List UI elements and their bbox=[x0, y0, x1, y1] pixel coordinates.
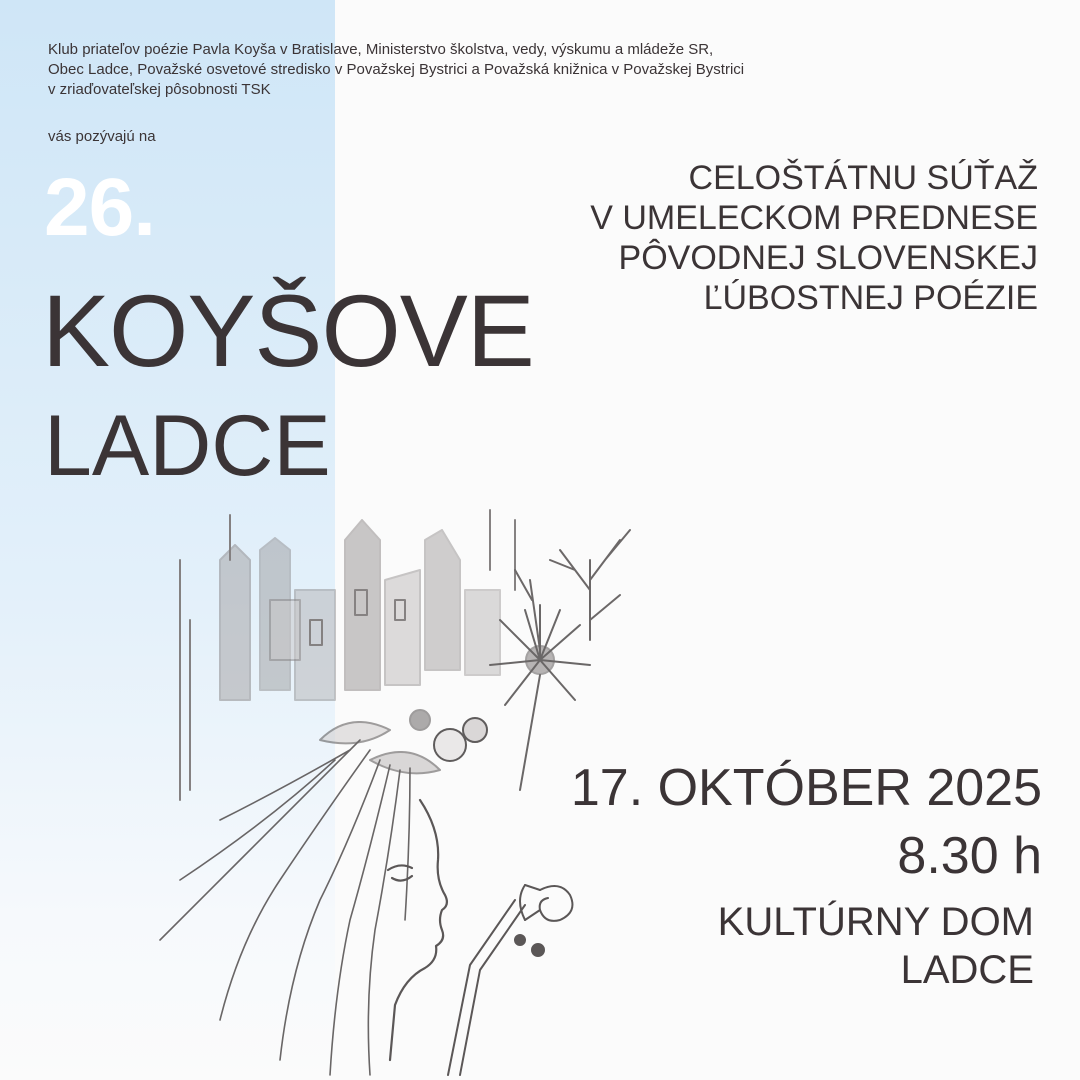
organizers-line: v zriaďovateľskej pôsobnosti TSK bbox=[48, 81, 271, 98]
event-title-line-2: LADCE bbox=[44, 398, 331, 494]
face-profile-drawing bbox=[388, 800, 447, 1060]
violin-scroll-drawing bbox=[448, 885, 572, 1075]
hair-drawing bbox=[160, 740, 410, 1075]
competition-line: V UMELECKOM PREDNESE bbox=[590, 199, 1038, 237]
competition-line: CELOŠTÁTNU SÚŤAŽ bbox=[688, 159, 1038, 197]
organizers-line: Klub priateľov poézie Pavla Koyša v Bratislave, Ministerstvo školstva, vedy, výskumu a mládeže SR, bbox=[48, 41, 714, 58]
competition-line: ĽÚBOSTNEJ POÉZIE bbox=[703, 279, 1038, 317]
event-venue bbox=[718, 898, 1034, 994]
invite-text: vás pozývajú na bbox=[48, 128, 156, 145]
edition-number: 26. bbox=[44, 162, 155, 253]
city-buildings-drawing bbox=[180, 510, 515, 800]
competition-line: PÔVODNEJ SLOVENSKEJ bbox=[618, 239, 1038, 277]
venue-line: LADCE bbox=[900, 948, 1034, 992]
competition-description bbox=[590, 158, 1038, 318]
event-time: 8.30 h bbox=[897, 827, 1042, 885]
event-date: 17. OKTÓBER 2025 bbox=[570, 759, 1042, 817]
organizers-line: Obec Ladce, Považské osvetové stredisko v Považskej Bystrici a Považská knižnica v Považskej Bystrici bbox=[48, 61, 745, 78]
organizers-text bbox=[48, 40, 988, 100]
venue-line: KULTÚRNY DOM bbox=[717, 900, 1034, 944]
event-title-line-1: KOYŠOVE bbox=[42, 274, 534, 388]
leaves-fruit-drawing bbox=[320, 710, 487, 773]
